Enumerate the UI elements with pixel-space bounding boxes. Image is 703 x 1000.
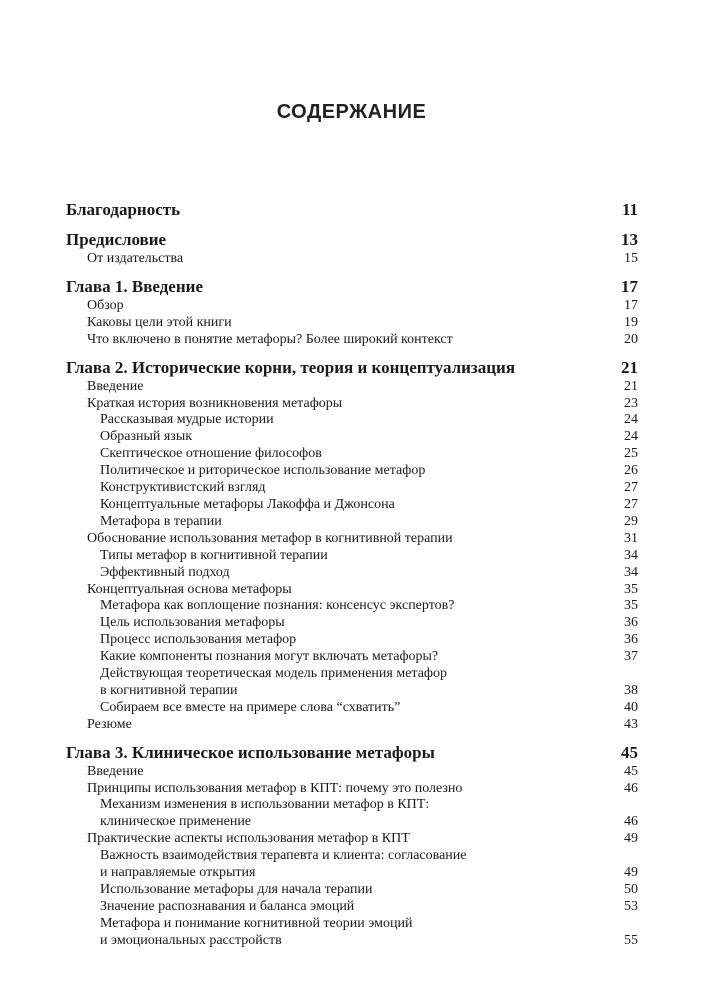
chapter-page-number: 11: [621, 200, 638, 219]
toc-subentry: [66, 548, 638, 565]
entry-title: Метафора как воплощение познания: консенсус экспертов?: [100, 598, 455, 614]
toc-entry: [66, 717, 638, 734]
toc-entry: [66, 251, 638, 268]
entry-page-number: 19: [624, 314, 638, 330]
entry-page-number: 36: [624, 615, 638, 631]
page-title: СОДЕРЖАНИЕ: [276, 101, 427, 123]
entry-title: Какие компоненты познания могут включать метафоры?: [100, 649, 439, 665]
toc-subentry: [66, 565, 638, 582]
entry-title: Политическое и риторическое использование метафор: [100, 463, 426, 479]
entry-title: Введение: [87, 378, 144, 394]
entry-page-number: 20: [624, 331, 638, 347]
toc-subentry: [66, 463, 638, 480]
chapter-title: Предисловие: [66, 230, 167, 249]
toc-subentry: [66, 797, 638, 831]
toc-chapter-heading: [66, 276, 638, 298]
entry-title: Принципы использования метафор в КПТ: почему это полезно: [87, 780, 463, 796]
toc-subentry: [66, 497, 638, 514]
toc-subentry: [66, 429, 638, 446]
entry-page-number: 26: [624, 463, 638, 479]
toc-entry: [66, 379, 638, 396]
entry-page-number: 35: [624, 581, 638, 597]
toc-subentry: [66, 882, 638, 899]
toc-subentry: [66, 480, 638, 497]
entry-page-number: 27: [624, 496, 638, 512]
entry-page-number: 17: [624, 297, 638, 313]
entry-title: Механизм изменения в использовании метафор в КПТ: клиническое применение: [100, 797, 430, 830]
toc-subentry: [66, 666, 638, 700]
toc-subentry: [66, 916, 638, 950]
toc-subentry: [66, 848, 638, 882]
toc-entry: [66, 781, 638, 798]
chapter-title: Глава 1. Введение: [66, 276, 203, 296]
entry-page-number: 50: [624, 882, 638, 897]
table-of-contents: [66, 199, 638, 950]
entry-page-number: 40: [624, 699, 638, 715]
entry-page-number: 34: [624, 547, 638, 563]
entry-page-number: 49: [624, 831, 638, 847]
chapter-page-number: 13: [621, 230, 638, 249]
entry-page-number: 31: [624, 530, 638, 546]
entry-page-number: 24: [624, 412, 638, 428]
toc-entry: [66, 332, 638, 349]
chapter-page-number: 21: [621, 357, 638, 377]
entry-title: Что включено в понятие метафоры? Более широкий контекст: [87, 331, 453, 347]
toc-subentry: [66, 700, 638, 717]
entry-page-number: 36: [624, 632, 638, 648]
toc-subentry: [66, 514, 638, 531]
chapter-page-number: 17: [621, 276, 638, 296]
entry-title: Рассказывая мудрые истории: [100, 412, 274, 428]
toc-subentry: [66, 412, 638, 429]
toc-entry: [66, 315, 638, 332]
toc-subentry: [66, 598, 638, 615]
entry-title: Обоснование использования метафор в когнитивной терапии: [87, 530, 453, 546]
entry-title: Цель использования метафоры: [100, 615, 285, 631]
chapter-title: Глава 2. Исторические корни, теория и концептуализация: [66, 357, 516, 377]
toc-section: [66, 742, 638, 950]
entry-title: Практические аспекты использования метафор в КПТ: [87, 831, 410, 847]
entry-title: Процесс использования метафор: [100, 632, 297, 648]
chapter-title: Глава 3. Клиническое использование метафоры: [66, 742, 435, 762]
entry-page-number: 29: [624, 513, 638, 529]
entry-title: От издательства: [87, 251, 184, 266]
entry-page-number: 38: [624, 682, 638, 698]
entry-page-number: 34: [624, 564, 638, 580]
entry-title: Каковы цели этой книги: [87, 314, 232, 330]
entry-title: Краткая история возникновения метафоры: [87, 395, 343, 411]
entry-title: Типы метафор в когнитивной терапии: [100, 547, 328, 563]
toc-entry: [66, 531, 638, 548]
toc-subentry: [66, 446, 638, 463]
toc-entry: [66, 396, 638, 413]
entry-page-number: 24: [624, 429, 638, 445]
entry-title: Важность взаимодействия терапевта и клиента: согласование и направляемые открытия: [100, 848, 467, 881]
toc-entry: [66, 831, 638, 848]
entry-title: Введение: [87, 763, 144, 779]
toc-section: [66, 276, 638, 349]
entry-title: Эффективный подход: [100, 564, 230, 580]
toc-subentry: [66, 899, 638, 916]
entry-page-number: 49: [624, 865, 638, 881]
entry-page-number: 27: [624, 480, 638, 496]
toc-entry: [66, 582, 638, 599]
entry-page-number: 25: [624, 446, 638, 462]
entry-page-number: 45: [624, 763, 638, 779]
entry-page-number: 53: [624, 898, 638, 914]
chapter-page-number: 45: [621, 742, 638, 762]
entry-page-number: 43: [624, 716, 638, 732]
entry-title: Значение распознавания и баланса эмоций: [100, 898, 355, 914]
entry-title: Образный язык: [100, 429, 193, 445]
entry-page-number: 35: [624, 598, 638, 614]
entry-title: Метафора в терапии: [100, 513, 222, 529]
toc-chapter-heading: [66, 357, 638, 379]
toc-section: [66, 357, 638, 734]
toc-chapter-heading: [66, 742, 638, 764]
toc-subentry: [66, 615, 638, 632]
entry-title: Конструктивистский взгляд: [100, 480, 266, 496]
toc-chapter-heading: [66, 229, 638, 251]
toc-entry: [66, 298, 638, 315]
toc-chapter-heading: [66, 199, 638, 221]
entry-title: Концептуальные метафоры Лакоффа и Джонсона: [100, 496, 395, 512]
entry-page-number: 46: [624, 780, 638, 796]
entry-title: Обзор: [87, 297, 124, 313]
toc-subentry: [66, 632, 638, 649]
entry-title: Концептуальная основа метафоры: [87, 581, 292, 597]
entry-title: Использование метафоры для начала терапии: [100, 882, 373, 897]
entry-page-number: 55: [624, 932, 638, 948]
entry-title: Скептическое отношение философов: [100, 446, 322, 462]
entry-page-number: 23: [624, 395, 638, 411]
toc-subentry: [66, 649, 638, 666]
toc-section: [66, 229, 638, 268]
entry-page-number: 21: [624, 378, 638, 394]
entry-page-number: 37: [624, 649, 638, 665]
entry-page-number: 46: [624, 814, 638, 830]
entry-title: Собираем все вместе на примере слова “схватить”: [100, 699, 401, 715]
entry-page-number: 15: [624, 251, 638, 266]
toc-entry: [66, 764, 638, 781]
entry-title: Действующая теоретическая модель применения метафор в когнитивной терапии: [100, 666, 447, 698]
entry-title: Метафора и понимание когнитивной теории эмоций и эмоциональных расстройств: [100, 915, 413, 948]
chapter-title: Благодарность: [66, 200, 181, 219]
entry-title: Резюме: [87, 716, 132, 732]
toc-section: [66, 199, 638, 221]
